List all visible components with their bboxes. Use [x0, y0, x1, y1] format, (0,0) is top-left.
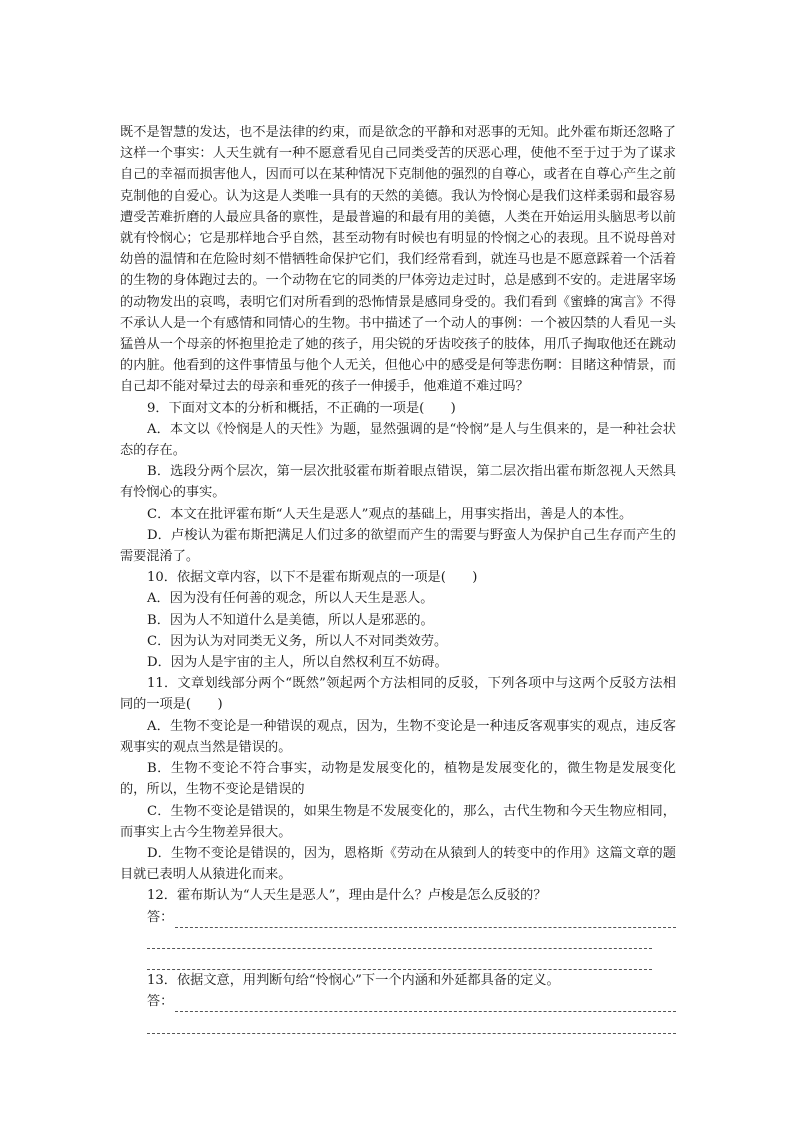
passage-text: 既不是智慧的发达，也不是法律的约束，而是欲念的平静和对恶事的无知。此外霍布斯还忽略了这样一个事实：人天生就有一种不愿意看见自己同类受苦的厌恶心理，使他不至于过于为了谋求自己的幸福而损害他人，因而可以在某种情况下克制他的强烈的自尊心，或者在自尊心产生之前克制他的自爱心。认为这是人类唯一具有的天然的美德。我认为怜悯心是我们这样柔弱和最容易遭受苦难折磨的人最应具备的禀性，是最普遍的和最有用的美德，人类在开始运用头脑思考以前就有怜悯心；它是那样地合乎自然，甚至动物有时候也有明显的怜悯之心的表现。且不说母兽对幼兽的温情和在危险时刻不惜牺牲命保护它们，我们经常看到，就连马也是不愿意踩着一个活着的生物的身体跑过去的。一个动物在它的同类的尸体旁边走过时，总是感到不安的。走进屠宰场的动物发出的哀鸣，表明它们对所看到的恐怖情景是感同身受的。我们看到《蜜蜂的寓言》不得不承认人是一个有感情和同情心的生物。书中描述了一个动人的事例：一个被囚禁的人看见一头猛兽从一个母亲的怀抱里抢走了她的孩子，用尖锐的牙齿咬孩子的肢体，用爪子掏取他还在跳动的内脏。他看到的这件事情虽与他个人无关，但他心中的感受是何等悲伤啊：目睹这种情景，而自己却不能对晕过去的母亲和垂死的孩子一伸援手，他难道不难过吗？	[120, 125, 676, 395]
answer-line[interactable]	[120, 991, 676, 1012]
option-a: A．因为没有任何善的观念，所以人天生是恶人。	[147, 591, 434, 607]
option-a: A．本文以《怜悯是人的天性》为题，显然强调的是“怜悯”是人与生俱来的，是一种社会状态的存在。	[120, 421, 676, 459]
option-c: C．生物不变论是错误的，如果生物是不发展变化的，那么，古代生物和今天生物应相同，而事实上古今生物差异很大。	[120, 803, 676, 840]
option-d: D．卢梭认为霍布斯把满足人们过多的欲望而产生的需要与野蛮人为保护自己生存而产生的需要混淆了。	[120, 527, 676, 565]
answer-rule	[175, 913, 676, 928]
question-stem: 10．依据文章内容，以下不是霍布斯观点的一项是( )	[147, 570, 478, 586]
option-b: B．生物不变论不符合事实，动物是发展变化的，植物是发展变化的，微生物是发展变化的，所以，生物不变论是错误的	[120, 761, 676, 798]
question-13	[120, 970, 676, 1034]
question-11	[120, 673, 676, 885]
option-c: C．本文在批评霍布斯“人天生是恶人”观点的基础上，用事实指出，善是人的本性。	[147, 506, 633, 522]
answer-blank-line[interactable]	[120, 928, 676, 949]
answer-line[interactable]	[120, 907, 676, 928]
question-stem: 9．下面对文本的分析和概括，不正确的一项是( )	[147, 400, 456, 416]
answer-rule	[147, 955, 652, 970]
option-d: D．因为人是宇宙的主人，所以自然权利互不妨碍。	[147, 655, 448, 671]
answer-label: 答：	[147, 994, 174, 1010]
option-a: A．生物不变论是一种错误的观点，因为，生物不变论是一种违反客观事实的观点，违反客观事实的观点当然是错误的。	[120, 718, 676, 755]
answer-blank-line[interactable]	[120, 949, 676, 970]
answer-label: 答：	[147, 909, 174, 925]
answer-blank-line[interactable]	[120, 1012, 676, 1033]
question-stem: 13．依据文意，用判断句给“怜悯心”下一个内涵和外延都具备的定义。	[147, 973, 560, 989]
answer-rule	[147, 934, 652, 949]
question-stem: 11．文章划线部分两个“既然”领起两个方法相同的反驳，下列各项中与这两个反驳方法相同的一项是( )	[120, 676, 676, 713]
option-c: C．因为认为对同类无义务，所以人不对同类效劳。	[147, 633, 448, 649]
option-d: D．生物不变论是错误的，因为，恩格斯《劳动在从猿到人的转变中的作用》这篇文章的题目就已表明人从猿进化而来。	[120, 845, 676, 883]
question-9	[120, 398, 676, 568]
answer-rule	[147, 1019, 676, 1034]
question-10	[120, 567, 676, 673]
option-b: B．因为人不知道什么是美德，所以人是邪恶的。	[147, 612, 434, 628]
document-page	[120, 122, 676, 1034]
question-12	[120, 885, 676, 970]
option-b: B．选段分两个层次，第一层次批驳霍布斯着眼点错误，第二层次指出霍布斯忽视人天然具有怜悯心的事实。	[120, 464, 676, 501]
question-stem: 12．霍布斯认为“人天生是恶人”，理由是什么？卢梭是怎么反驳的？	[147, 888, 547, 904]
answer-rule	[175, 997, 676, 1012]
